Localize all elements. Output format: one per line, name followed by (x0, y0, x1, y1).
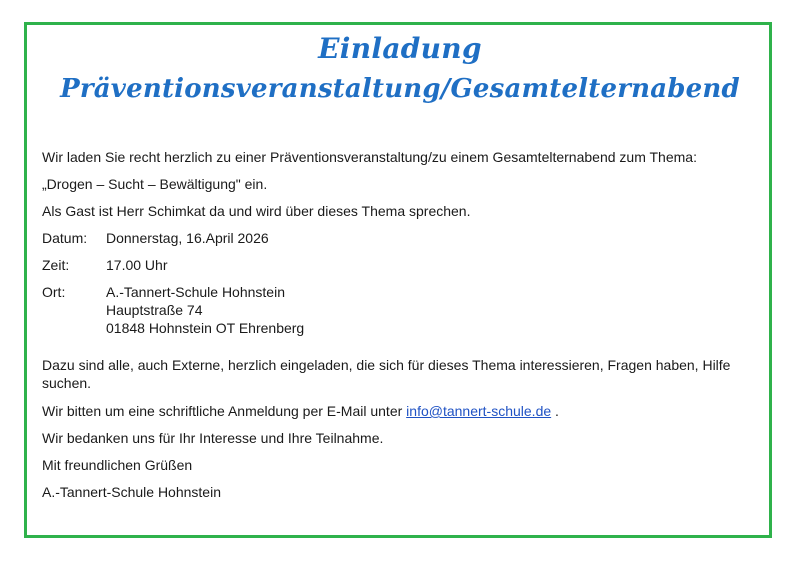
place-line-city: 01848 Hohnstein OT Ehrenberg (106, 320, 305, 336)
date-label: Datum: (42, 230, 88, 246)
title-einladung: Einladung (318, 32, 482, 65)
place-line-school: A.-Tannert-Schule Hohnstein (106, 284, 285, 300)
place-line-street: Hauptstraße 74 (106, 302, 203, 318)
place-address (106, 283, 304, 337)
place-row (42, 283, 304, 337)
time-row (42, 256, 167, 274)
place-label: Ort: (42, 284, 66, 300)
time-label: Zeit: (42, 257, 70, 273)
invitation-text: Dazu sind alle, auch Externe, herzlich eingeladen, die sich für dieses Thema interessieren, Fragen haben, Hilfe suchen. (42, 357, 731, 391)
closing-text: Mit freundlichen Grüßen (42, 457, 193, 473)
date-row (42, 229, 269, 247)
topic-text: „Drogen – Sucht – Bewältigung" ein. (42, 176, 268, 192)
signature-text: A.-Tannert-Schule Hohnstein (42, 484, 221, 500)
email-link[interactable]: info@tannert-schule.de (406, 403, 552, 419)
thanks-text: Wir bedanken uns für Ihr Interesse und Ihre Teilnahme. (42, 430, 384, 446)
registration-suffix: . (551, 403, 559, 419)
title-event: Präventionsveranstaltung/Gesamtelternabend (60, 74, 740, 104)
registration-text (42, 402, 762, 420)
date-value: Donnerstag, 16.April 2026 (106, 230, 269, 246)
registration-prefix: Wir bitten um eine schriftliche Anmeldung per E-Mail unter (42, 403, 407, 419)
intro-text: Wir laden Sie recht herzlich zu einer Präventionsveranstaltung/zu einem Gesamtelternabend zum Thema: (42, 149, 697, 165)
guest-text: Als Gast ist Herr Schimkat da und wird über dieses Thema sprechen. (42, 203, 471, 219)
time-value: 17.00 Uhr (106, 257, 168, 273)
